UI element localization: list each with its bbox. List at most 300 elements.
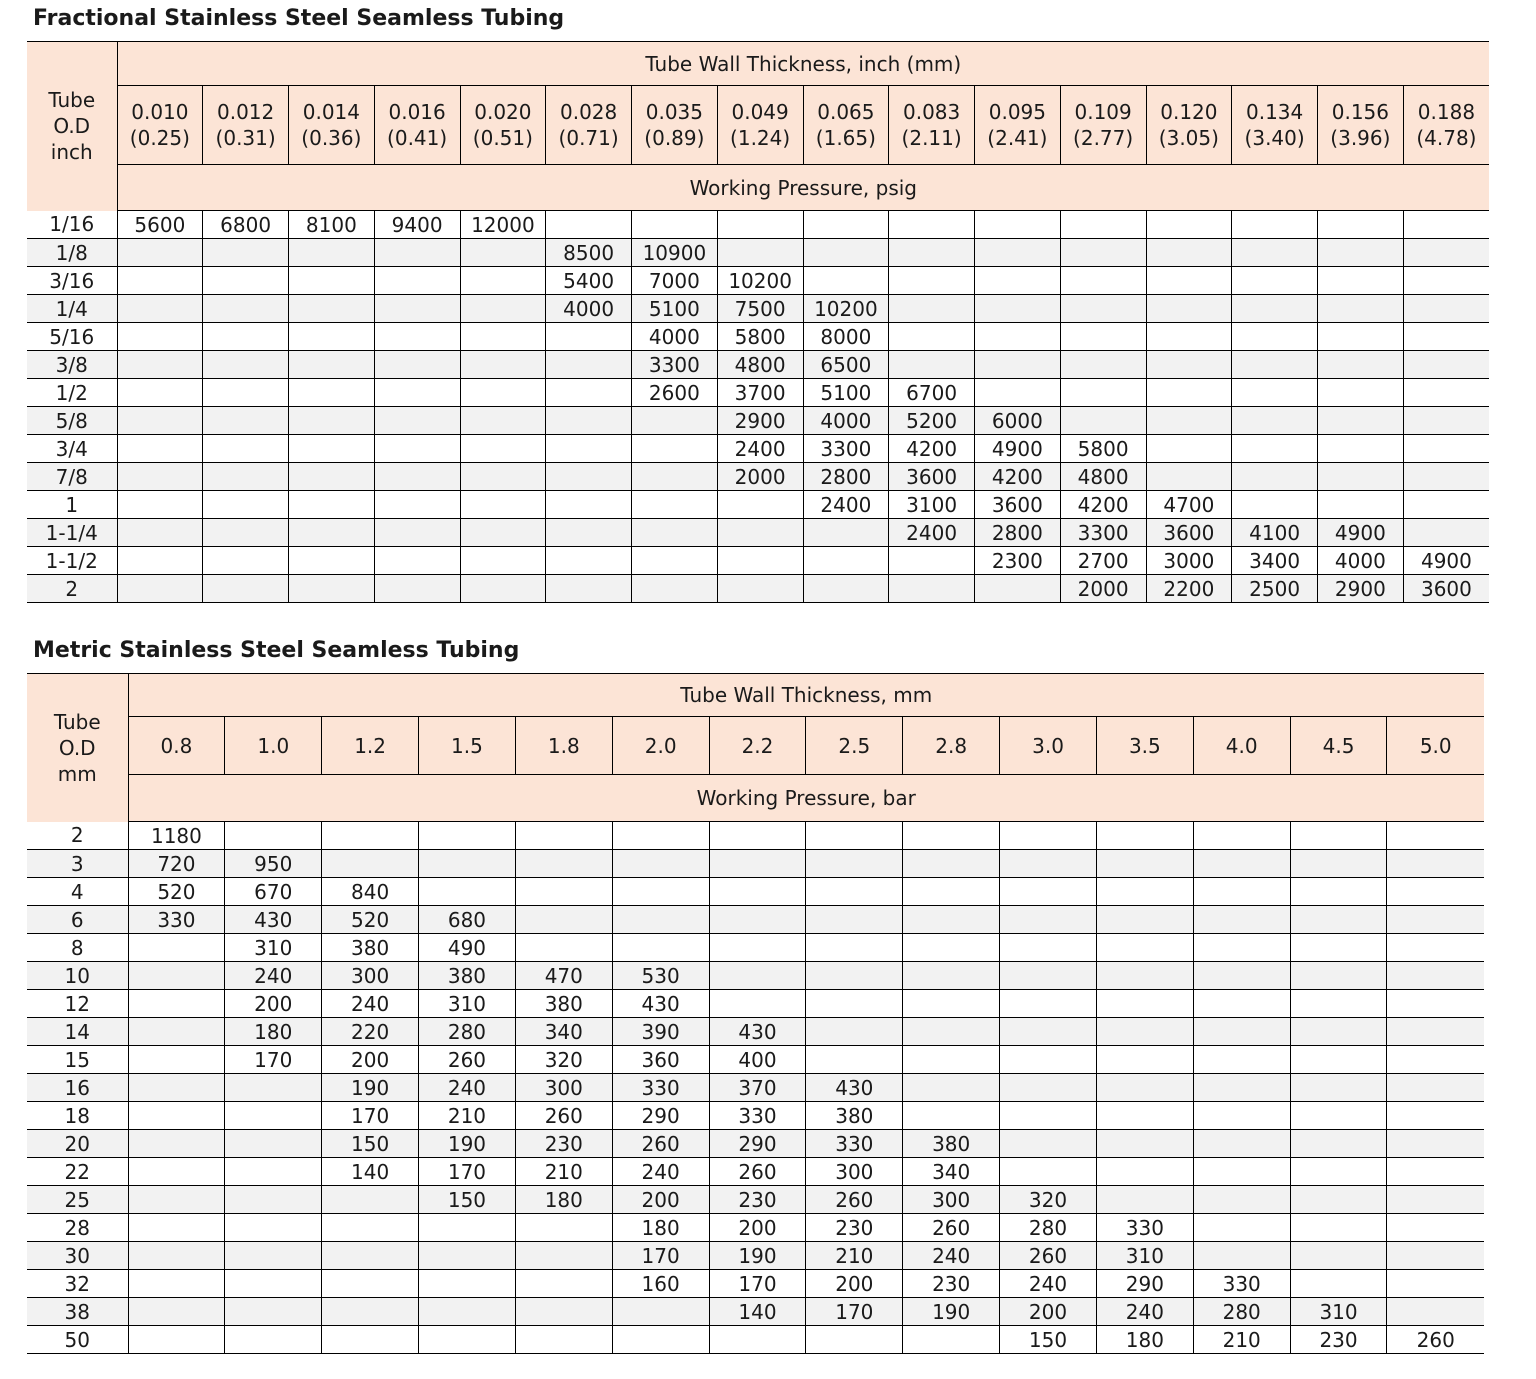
pressure-cell bbox=[1096, 822, 1193, 850]
pressure-cell: 190 bbox=[709, 1242, 806, 1270]
pressure-cell bbox=[803, 547, 889, 575]
table-row bbox=[27, 491, 1489, 519]
pressure-cell: 8500 bbox=[546, 239, 632, 267]
pressure-cell: 10200 bbox=[803, 295, 889, 323]
pressure-cell bbox=[1403, 267, 1489, 295]
pressure-cell: 150 bbox=[419, 1186, 516, 1214]
tube-od-cell: 2 bbox=[27, 822, 128, 850]
thickness-inch: 0.120 bbox=[1160, 100, 1218, 124]
pressure-cell bbox=[374, 323, 460, 351]
pressure-cell bbox=[1387, 878, 1484, 906]
pressure-cell bbox=[903, 934, 1000, 962]
pressure-cell: 530 bbox=[612, 962, 709, 990]
pressure-cell bbox=[1146, 295, 1232, 323]
pressure-cell: 2900 bbox=[1318, 575, 1404, 603]
pressure-cell bbox=[632, 463, 718, 491]
pressure-cell bbox=[612, 822, 709, 850]
pressure-cell bbox=[1290, 1270, 1387, 1298]
thickness-mm: (0.71) bbox=[558, 126, 619, 150]
pressure-cell bbox=[903, 1074, 1000, 1102]
pressure-cell bbox=[128, 1102, 225, 1130]
pressure-cell: 430 bbox=[612, 990, 709, 1018]
table-row bbox=[27, 990, 1484, 1018]
pressure-cell bbox=[546, 407, 632, 435]
pressure-cell bbox=[546, 463, 632, 491]
pressure-cell bbox=[225, 1242, 322, 1270]
od-header-line: Tube bbox=[48, 88, 96, 113]
pressure-cell bbox=[975, 323, 1061, 351]
thickness-column-header: 1.8 bbox=[515, 717, 612, 775]
pressure-cell bbox=[546, 519, 632, 547]
pressure-cell bbox=[1060, 351, 1146, 379]
pressure-cell bbox=[1000, 962, 1097, 990]
pressure-cell: 180 bbox=[612, 1214, 709, 1242]
od-column-header bbox=[27, 42, 117, 211]
pressure-cell bbox=[1403, 435, 1489, 463]
pressure-cell bbox=[128, 1242, 225, 1270]
pressure-cell: 380 bbox=[903, 1130, 1000, 1158]
pressure-cell bbox=[717, 239, 803, 267]
pressure-cell: 210 bbox=[515, 1158, 612, 1186]
thickness-column-header bbox=[632, 86, 718, 165]
pressure-cell bbox=[374, 267, 460, 295]
od-header-line: O.D bbox=[53, 114, 91, 139]
pressure-cell bbox=[546, 351, 632, 379]
pressure-cell bbox=[1232, 211, 1318, 239]
pressure-cell bbox=[1290, 1046, 1387, 1074]
pressure-cell: 210 bbox=[806, 1242, 903, 1270]
table-row bbox=[27, 1130, 1484, 1158]
pressure-cell: 220 bbox=[322, 1018, 419, 1046]
pressure-cell bbox=[709, 822, 806, 850]
table-row bbox=[27, 435, 1489, 463]
pressure-cell: 210 bbox=[1193, 1326, 1290, 1354]
pressure-cell bbox=[128, 1158, 225, 1186]
pressure-cell: 3100 bbox=[889, 491, 975, 519]
pressure-cell: 4800 bbox=[717, 351, 803, 379]
tube-od-cell: 2 bbox=[27, 575, 117, 603]
pressure-cell bbox=[546, 379, 632, 407]
pressure-cell: 240 bbox=[225, 962, 322, 990]
pressure-cell bbox=[1387, 1242, 1484, 1270]
pressure-cell: 380 bbox=[806, 1102, 903, 1130]
thickness-inch: 0.016 bbox=[388, 100, 446, 124]
pressure-cell bbox=[1193, 1074, 1290, 1102]
pressure-cell bbox=[289, 463, 375, 491]
pressure-cell bbox=[225, 1270, 322, 1298]
pressure-cell bbox=[322, 822, 419, 850]
pressure-cell bbox=[203, 379, 289, 407]
pressure-cell: 170 bbox=[419, 1158, 516, 1186]
pressure-cell bbox=[717, 547, 803, 575]
pressure-cell: 200 bbox=[225, 990, 322, 1018]
table-row bbox=[27, 575, 1489, 603]
pressure-cell bbox=[1000, 822, 1097, 850]
pressure-cell bbox=[1290, 1242, 1387, 1270]
pressure-cell bbox=[322, 1326, 419, 1354]
pressure-cell: 6500 bbox=[803, 351, 889, 379]
pressure-cell bbox=[975, 295, 1061, 323]
pressure-cell bbox=[1060, 211, 1146, 239]
thickness-inch: 0.109 bbox=[1074, 100, 1132, 124]
thickness-mm: (0.25) bbox=[129, 126, 190, 150]
pressure-cell bbox=[903, 1102, 1000, 1130]
pressure-cell bbox=[806, 850, 903, 878]
pressure-cell bbox=[903, 1046, 1000, 1074]
pressure-cell bbox=[889, 239, 975, 267]
pressure-cell bbox=[203, 407, 289, 435]
pressure-cell bbox=[803, 519, 889, 547]
pressure-cell: 170 bbox=[322, 1102, 419, 1130]
tube-od-cell: 12 bbox=[27, 990, 128, 1018]
pressure-cell bbox=[709, 990, 806, 1018]
thickness-column-header bbox=[546, 86, 632, 165]
pressure-cell bbox=[1000, 1046, 1097, 1074]
pressure-cell bbox=[1193, 1130, 1290, 1158]
pressure-cell: 4000 bbox=[632, 323, 718, 351]
pressure-cell: 380 bbox=[322, 934, 419, 962]
pressure-cell: 9400 bbox=[374, 211, 460, 239]
pressure-cell: 240 bbox=[1096, 1298, 1193, 1326]
thickness-column-header: 2.2 bbox=[709, 717, 806, 775]
pressure-cell: 260 bbox=[709, 1158, 806, 1186]
thickness-mm: (4.78) bbox=[1416, 126, 1477, 150]
pressure-cell bbox=[374, 239, 460, 267]
pressure-cell: 260 bbox=[903, 1214, 1000, 1242]
pressure-cell bbox=[117, 463, 203, 491]
pressure-cell bbox=[515, 822, 612, 850]
table-row bbox=[27, 1074, 1484, 1102]
pressure-cell bbox=[289, 547, 375, 575]
pressure-cell bbox=[889, 547, 975, 575]
pressure-cell bbox=[1387, 1046, 1484, 1074]
thickness-column-header bbox=[803, 86, 889, 165]
thickness-column-header: 1.5 bbox=[419, 717, 516, 775]
pressure-cell: 7500 bbox=[717, 295, 803, 323]
pressure-cell: 670 bbox=[225, 878, 322, 906]
pressure-cell bbox=[806, 1018, 903, 1046]
pressure-cell bbox=[803, 267, 889, 295]
pressure-cell bbox=[289, 519, 375, 547]
tube-od-cell: 1-1/4 bbox=[27, 519, 117, 547]
pressure-cell bbox=[374, 575, 460, 603]
pressure-cell bbox=[1403, 463, 1489, 491]
pressure-cell bbox=[1290, 990, 1387, 1018]
thickness-column-header: 2.0 bbox=[612, 717, 709, 775]
pressure-cell: 2400 bbox=[803, 491, 889, 519]
pressure-cell bbox=[1096, 906, 1193, 934]
thickness-column-header: 1.0 bbox=[225, 717, 322, 775]
pressure-cell bbox=[1096, 1102, 1193, 1130]
pressure-cell: 240 bbox=[419, 1074, 516, 1102]
pressure-cell bbox=[709, 906, 806, 934]
pressure-cell bbox=[546, 323, 632, 351]
pressure-cell: 470 bbox=[515, 962, 612, 990]
pressure-cell bbox=[1290, 962, 1387, 990]
pressure-cell: 4900 bbox=[1318, 519, 1404, 547]
pressure-cell bbox=[1290, 1074, 1387, 1102]
pressure-cell bbox=[225, 822, 322, 850]
pressure-cell bbox=[889, 267, 975, 295]
pressure-cell bbox=[225, 1130, 322, 1158]
pressure-cell bbox=[903, 906, 1000, 934]
pressure-cell: 340 bbox=[515, 1018, 612, 1046]
pressure-cell bbox=[419, 850, 516, 878]
pressure-cell: 180 bbox=[1096, 1326, 1193, 1354]
table-row bbox=[27, 1214, 1484, 1242]
pressure-cell bbox=[289, 491, 375, 519]
pressure-cell bbox=[1387, 1158, 1484, 1186]
pressure-cell bbox=[419, 878, 516, 906]
pressure-cell bbox=[1318, 267, 1404, 295]
thickness-mm: (1.65) bbox=[815, 126, 876, 150]
pressure-cell bbox=[374, 295, 460, 323]
pressure-cell bbox=[903, 878, 1000, 906]
pressure-cell bbox=[203, 547, 289, 575]
thickness-inch: 0.014 bbox=[302, 100, 360, 124]
thickness-column-header bbox=[1146, 86, 1232, 165]
pressure-cell bbox=[1096, 990, 1193, 1018]
pressure-cell bbox=[903, 822, 1000, 850]
thickness-mm: (2.77) bbox=[1073, 126, 1134, 150]
pressure-cell: 180 bbox=[515, 1186, 612, 1214]
pressure-cell bbox=[1193, 878, 1290, 906]
pressure-cell bbox=[128, 1326, 225, 1354]
thickness-inch: 0.083 bbox=[902, 100, 961, 124]
pressure-cell: 200 bbox=[709, 1214, 806, 1242]
pressure-cell bbox=[806, 990, 903, 1018]
pressure-cell bbox=[1403, 379, 1489, 407]
pressure-cell: 200 bbox=[612, 1186, 709, 1214]
pressure-cell: 2500 bbox=[1232, 575, 1318, 603]
pressure-cell: 2400 bbox=[717, 435, 803, 463]
pressure-cell bbox=[460, 547, 546, 575]
pressure-cell bbox=[289, 351, 375, 379]
tube-od-cell: 38 bbox=[27, 1298, 128, 1326]
pressure-cell bbox=[460, 379, 546, 407]
pressure-cell bbox=[128, 1018, 225, 1046]
pressure-cell: 950 bbox=[225, 850, 322, 878]
pressure-cell bbox=[374, 407, 460, 435]
pressure-cell bbox=[460, 239, 546, 267]
pressure-cell bbox=[225, 1158, 322, 1186]
pressure-cell bbox=[546, 435, 632, 463]
pressure-cell: 3300 bbox=[803, 435, 889, 463]
pressure-cell: 3000 bbox=[1146, 547, 1232, 575]
pressure-cell bbox=[806, 1326, 903, 1354]
pressure-cell bbox=[1318, 295, 1404, 323]
thickness-column-header bbox=[1403, 86, 1489, 165]
pressure-cell bbox=[460, 323, 546, 351]
pressure-cell bbox=[515, 906, 612, 934]
pressure-cell bbox=[128, 934, 225, 962]
pressure-cell: 400 bbox=[709, 1046, 806, 1074]
pressure-cell bbox=[419, 1298, 516, 1326]
pressure-cell bbox=[203, 323, 289, 351]
pressure-cell: 10200 bbox=[717, 267, 803, 295]
pressure-cell bbox=[632, 491, 718, 519]
pressure-cell bbox=[460, 267, 546, 295]
thickness-column-header bbox=[374, 86, 460, 165]
pressure-cell bbox=[128, 1298, 225, 1326]
tube-od-cell: 3/8 bbox=[27, 351, 117, 379]
od-column-header bbox=[27, 674, 128, 822]
pressure-cell: 2600 bbox=[632, 379, 718, 407]
table-row bbox=[27, 1018, 1484, 1046]
pressure-cell bbox=[1318, 239, 1404, 267]
od-header-line: O.D bbox=[58, 735, 96, 760]
metric-table-title: Metric Stainless Steel Seamless Tubing bbox=[33, 638, 520, 663]
pressure-cell bbox=[1290, 1130, 1387, 1158]
pressure-cell bbox=[322, 850, 419, 878]
pressure-cell: 4800 bbox=[1060, 463, 1146, 491]
thickness-mm: (0.36) bbox=[301, 126, 362, 150]
thickness-mm: (3.96) bbox=[1330, 126, 1391, 150]
pressure-cell bbox=[1000, 850, 1097, 878]
pressure-cell bbox=[289, 435, 375, 463]
pressure-cell bbox=[203, 267, 289, 295]
pressure-cell: 280 bbox=[419, 1018, 516, 1046]
pressure-cell: 3600 bbox=[975, 491, 1061, 519]
pressure-cell bbox=[1193, 1214, 1290, 1242]
pressure-cell: 330 bbox=[709, 1102, 806, 1130]
pressure-cell bbox=[1290, 1186, 1387, 1214]
pressure-cell bbox=[1290, 1214, 1387, 1242]
table-row bbox=[27, 379, 1489, 407]
table-row bbox=[27, 211, 1489, 239]
pressure-cell bbox=[1000, 1158, 1097, 1186]
working-pressure-header: Working Pressure, psig bbox=[117, 165, 1489, 211]
pressure-cell bbox=[419, 1270, 516, 1298]
pressure-cell: 6000 bbox=[975, 407, 1061, 435]
pressure-cell bbox=[203, 239, 289, 267]
pressure-cell bbox=[225, 1326, 322, 1354]
tube-od-cell: 5/8 bbox=[27, 407, 117, 435]
pressure-cell bbox=[975, 575, 1061, 603]
metric-tubing-table bbox=[27, 673, 1484, 1354]
tube-od-cell: 6 bbox=[27, 906, 128, 934]
thickness-inch: 0.188 bbox=[1417, 100, 1476, 124]
pressure-cell: 190 bbox=[903, 1298, 1000, 1326]
tube-od-cell: 20 bbox=[27, 1130, 128, 1158]
pressure-cell bbox=[1318, 323, 1404, 351]
pressure-cell bbox=[1290, 1018, 1387, 1046]
pressure-cell: 720 bbox=[128, 850, 225, 878]
pressure-cell bbox=[1387, 850, 1484, 878]
thickness-column-header bbox=[460, 86, 546, 165]
pressure-cell bbox=[612, 1326, 709, 1354]
pressure-cell bbox=[806, 1046, 903, 1074]
pressure-cell bbox=[515, 1270, 612, 1298]
pressure-cell bbox=[1193, 962, 1290, 990]
pressure-cell bbox=[1193, 1102, 1290, 1130]
pressure-cell bbox=[117, 295, 203, 323]
pressure-cell bbox=[322, 1298, 419, 1326]
pressure-cell bbox=[117, 435, 203, 463]
pressure-cell bbox=[289, 239, 375, 267]
pressure-cell: 290 bbox=[1096, 1270, 1193, 1298]
pressure-cell bbox=[374, 519, 460, 547]
pressure-cell bbox=[322, 1270, 419, 1298]
table-row bbox=[27, 878, 1484, 906]
pressure-cell bbox=[717, 491, 803, 519]
pressure-cell bbox=[117, 575, 203, 603]
pressure-cell: 430 bbox=[225, 906, 322, 934]
pressure-cell bbox=[289, 379, 375, 407]
pressure-cell bbox=[1000, 1102, 1097, 1130]
pressure-cell: 3300 bbox=[632, 351, 718, 379]
pressure-cell bbox=[1318, 211, 1404, 239]
pressure-cell bbox=[1290, 822, 1387, 850]
thickness-column-header bbox=[1232, 86, 1318, 165]
pressure-cell: 260 bbox=[515, 1102, 612, 1130]
pressure-cell bbox=[225, 1074, 322, 1102]
pressure-cell bbox=[1232, 323, 1318, 351]
od-header-line: Tube bbox=[53, 709, 101, 734]
tube-od-cell: 28 bbox=[27, 1214, 128, 1242]
tube-od-cell: 10 bbox=[27, 962, 128, 990]
pressure-cell bbox=[612, 934, 709, 962]
pressure-cell bbox=[117, 379, 203, 407]
pressure-cell: 140 bbox=[709, 1298, 806, 1326]
pressure-cell bbox=[1193, 990, 1290, 1018]
thickness-column-header: 5.0 bbox=[1387, 717, 1484, 775]
pressure-cell bbox=[1387, 990, 1484, 1018]
table-row bbox=[27, 1158, 1484, 1186]
pressure-cell: 280 bbox=[1000, 1214, 1097, 1242]
pressure-cell: 330 bbox=[128, 906, 225, 934]
pressure-cell bbox=[289, 323, 375, 351]
thickness-column-header bbox=[717, 86, 803, 165]
pressure-cell bbox=[1318, 379, 1404, 407]
pressure-cell bbox=[515, 1298, 612, 1326]
pressure-cell bbox=[225, 1186, 322, 1214]
tube-od-cell: 50 bbox=[27, 1326, 128, 1354]
pressure-cell bbox=[128, 1270, 225, 1298]
pressure-cell bbox=[903, 990, 1000, 1018]
pressure-cell bbox=[1000, 878, 1097, 906]
pressure-cell: 240 bbox=[903, 1242, 1000, 1270]
pressure-cell: 5800 bbox=[717, 323, 803, 351]
pressure-cell bbox=[1290, 1102, 1387, 1130]
pressure-cell: 230 bbox=[1290, 1326, 1387, 1354]
pressure-cell: 4900 bbox=[975, 435, 1061, 463]
table-row bbox=[27, 850, 1484, 878]
pressure-cell: 8000 bbox=[803, 323, 889, 351]
pressure-cell: 360 bbox=[612, 1046, 709, 1074]
tube-od-cell: 3/4 bbox=[27, 435, 117, 463]
pressure-cell bbox=[1146, 267, 1232, 295]
thickness-column-header: 4.0 bbox=[1193, 717, 1290, 775]
pressure-cell bbox=[612, 850, 709, 878]
pressure-cell bbox=[1232, 295, 1318, 323]
table-row bbox=[27, 822, 1484, 850]
pressure-cell: 210 bbox=[419, 1102, 516, 1130]
thickness-mm: (2.41) bbox=[987, 126, 1048, 150]
pressure-cell bbox=[1387, 1186, 1484, 1214]
pressure-cell bbox=[419, 822, 516, 850]
pressure-cell bbox=[1000, 1130, 1097, 1158]
pressure-cell: 180 bbox=[225, 1018, 322, 1046]
pressure-cell bbox=[460, 351, 546, 379]
thickness-column-header bbox=[289, 86, 375, 165]
pressure-cell: 330 bbox=[806, 1130, 903, 1158]
pressure-cell: 300 bbox=[515, 1074, 612, 1102]
tube-od-cell: 1/8 bbox=[27, 239, 117, 267]
pressure-cell bbox=[1232, 407, 1318, 435]
pressure-cell bbox=[709, 1326, 806, 1354]
pressure-cell bbox=[889, 295, 975, 323]
